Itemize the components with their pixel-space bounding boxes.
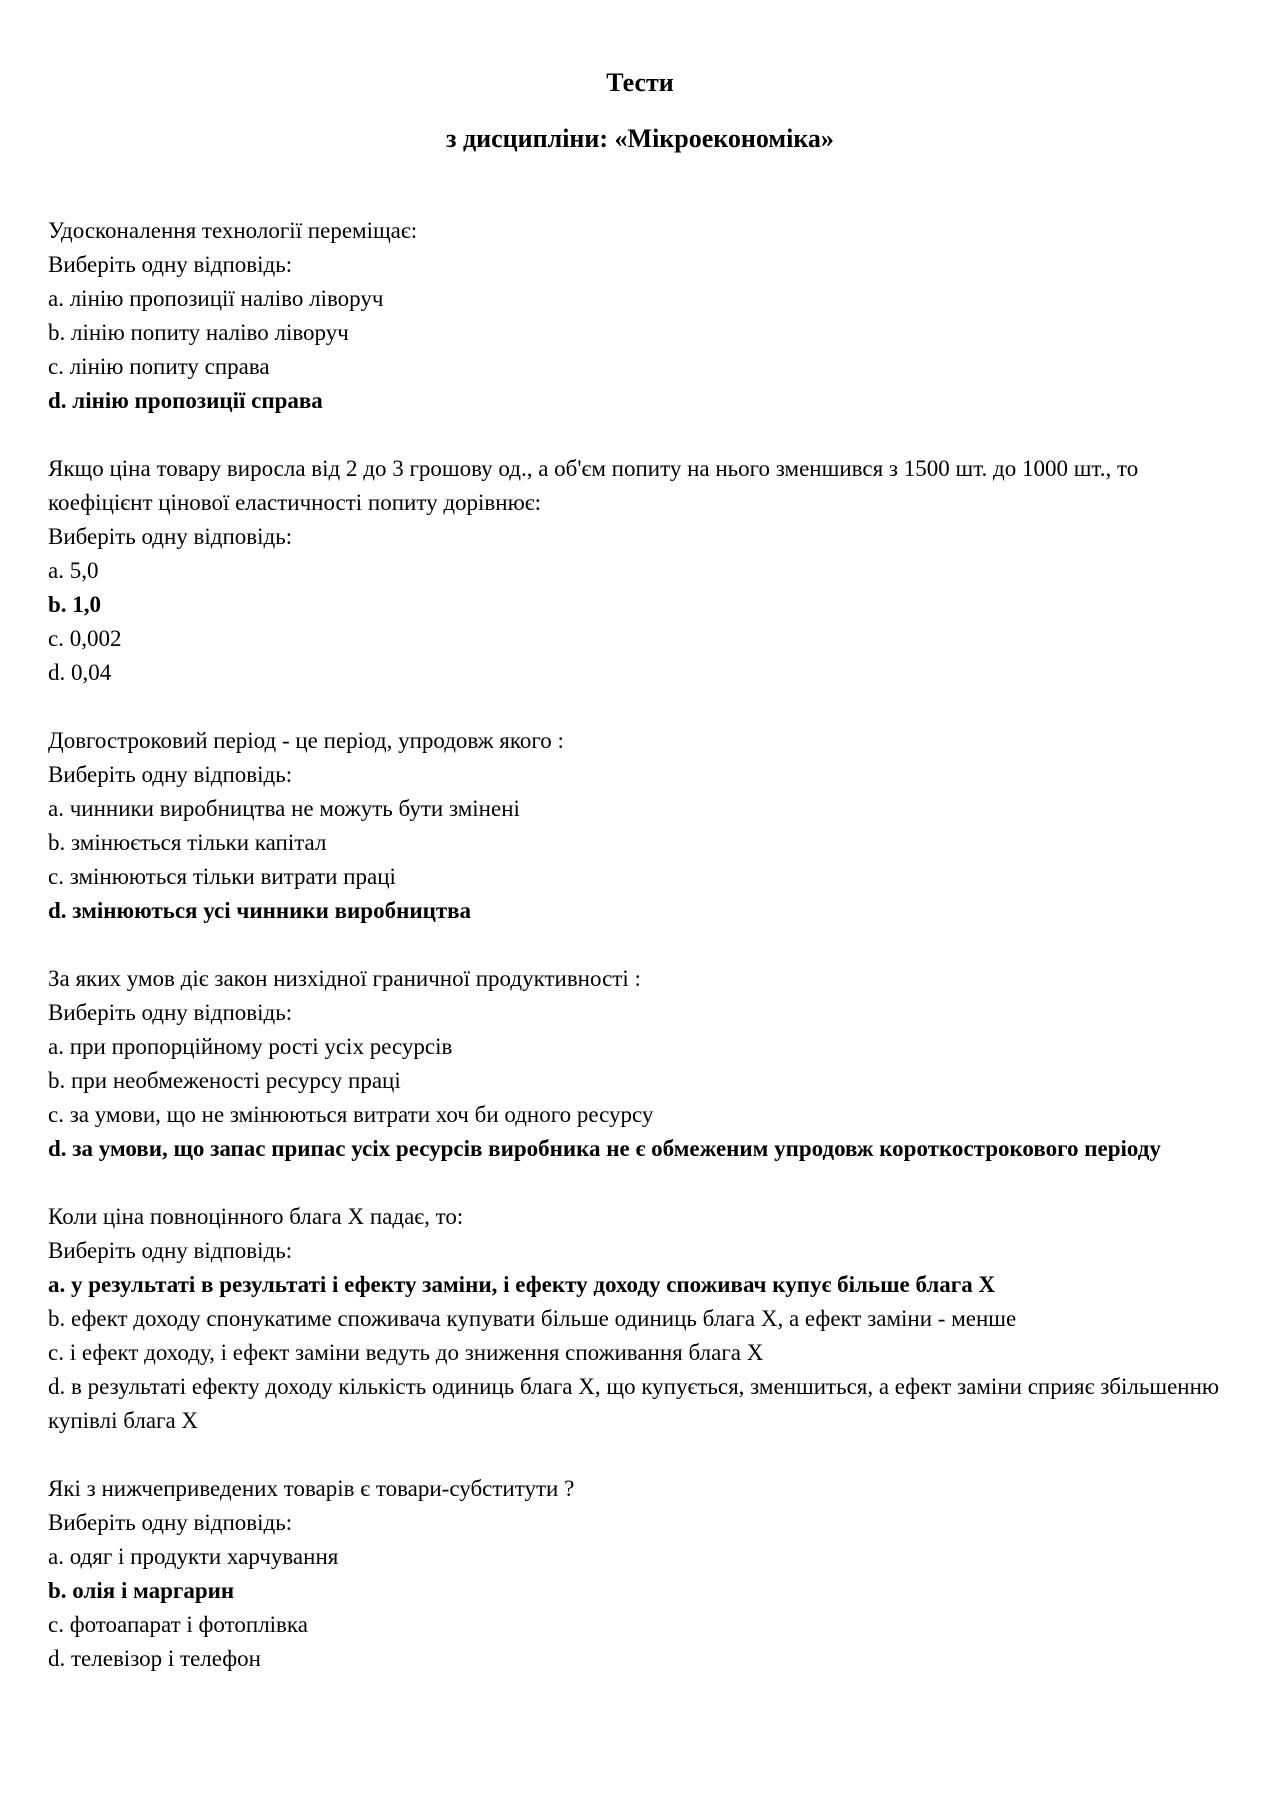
question-instruction: Виберіть одну відповідь: [48,1510,293,1535]
question-2 [48,452,1232,690]
option-d: d. телевізор і телефон [48,1646,261,1671]
option-a: a. одяг і продукти харчування [48,1544,339,1569]
question-text: Якщо ціна товару виросла від 2 до 3 грошову од., а об'єм попиту на нього зменшився з 1500 шт. до 1000 шт., то коефіцієнт цінової еластичності попиту дорівнює: [48,456,1139,515]
page-title: Тести [606,68,674,97]
option-c: c. змінюються тільки витрати праці [48,864,396,889]
question-instruction: Виберіть одну відповідь: [48,1000,293,1025]
option-d-correct: d. за умови, що запас припас усіх ресурсів виробника не є обмеженим упродовж короткострокового періоду [48,1136,1161,1161]
option-d: d. в результаті ефекту доходу кількість одиниць блага Х, що купується, зменшиться, а ефект заміни сприяє збільшенню купівлі блага Х [48,1374,1220,1433]
option-d-correct: d. лінію пропозиції справа [48,388,323,413]
question-text: Удосконалення технології переміщає: [48,218,418,243]
option-b: b. змінюється тільки капітал [48,830,327,855]
question-3 [48,724,1232,928]
question-1 [48,214,1232,418]
option-c: c. за умови, що не змінюються витрати хоч би одного ресурсу [48,1102,654,1127]
option-b: b. при необмеженості ресурсу праці [48,1068,401,1093]
question-6 [48,1472,1232,1676]
option-a: a. при пропорційному рості усіх ресурсів [48,1034,453,1059]
question-text: Які з нижчеприведених товарів є товари-субститути ? [48,1476,575,1501]
page-subtitle: з дисципліни: «Мікроекономіка» [446,124,834,153]
question-instruction: Виберіть одну відповідь: [48,524,293,549]
option-c: c. і ефект доходу, і ефект заміни ведуть до зниження споживання блага Х [48,1340,764,1365]
question-instruction: Виберіть одну відповідь: [48,1238,293,1263]
option-c: c. лінію попиту справа [48,354,270,379]
question-list [48,214,1232,1676]
question-4 [48,962,1232,1166]
option-b-correct: b. олія і маргарин [48,1578,235,1603]
option-c: c. фотоапарат і фотоплівка [48,1612,308,1637]
option-a: a. 5,0 [48,558,99,583]
question-instruction: Виберіть одну відповідь: [48,252,293,277]
option-b: b. ефект доходу спонукатиме споживача купувати більше одиниць блага Х, а ефект заміни - менше [48,1306,1017,1331]
question-text: Довгостроковий період - це період, упродовж якого : [48,728,564,753]
question-text: Коли ціна повноцінного блага Х падає, то: [48,1204,464,1229]
option-d-correct: d. змінюються усі чинники виробництва [48,898,472,923]
option-b: b. лінію попиту наліво ліворуч [48,320,349,345]
question-instruction: Виберіть одну відповідь: [48,762,293,787]
question-5 [48,1200,1232,1438]
option-d: d. 0,04 [48,660,112,685]
option-a: a. чинники виробництва не можуть бути змінені [48,796,520,821]
option-b-correct: b. 1,0 [48,592,102,617]
option-c: c. 0,002 [48,626,122,651]
question-text: За яких умов діє закон низхідної граничної продуктивності : [48,966,641,991]
option-a: a. лінію пропозиції наліво ліворуч [48,286,384,311]
option-a-correct: a. у результаті в результаті і ефекту заміни, і ефекту доходу споживач купує більше блага Х [48,1272,996,1297]
